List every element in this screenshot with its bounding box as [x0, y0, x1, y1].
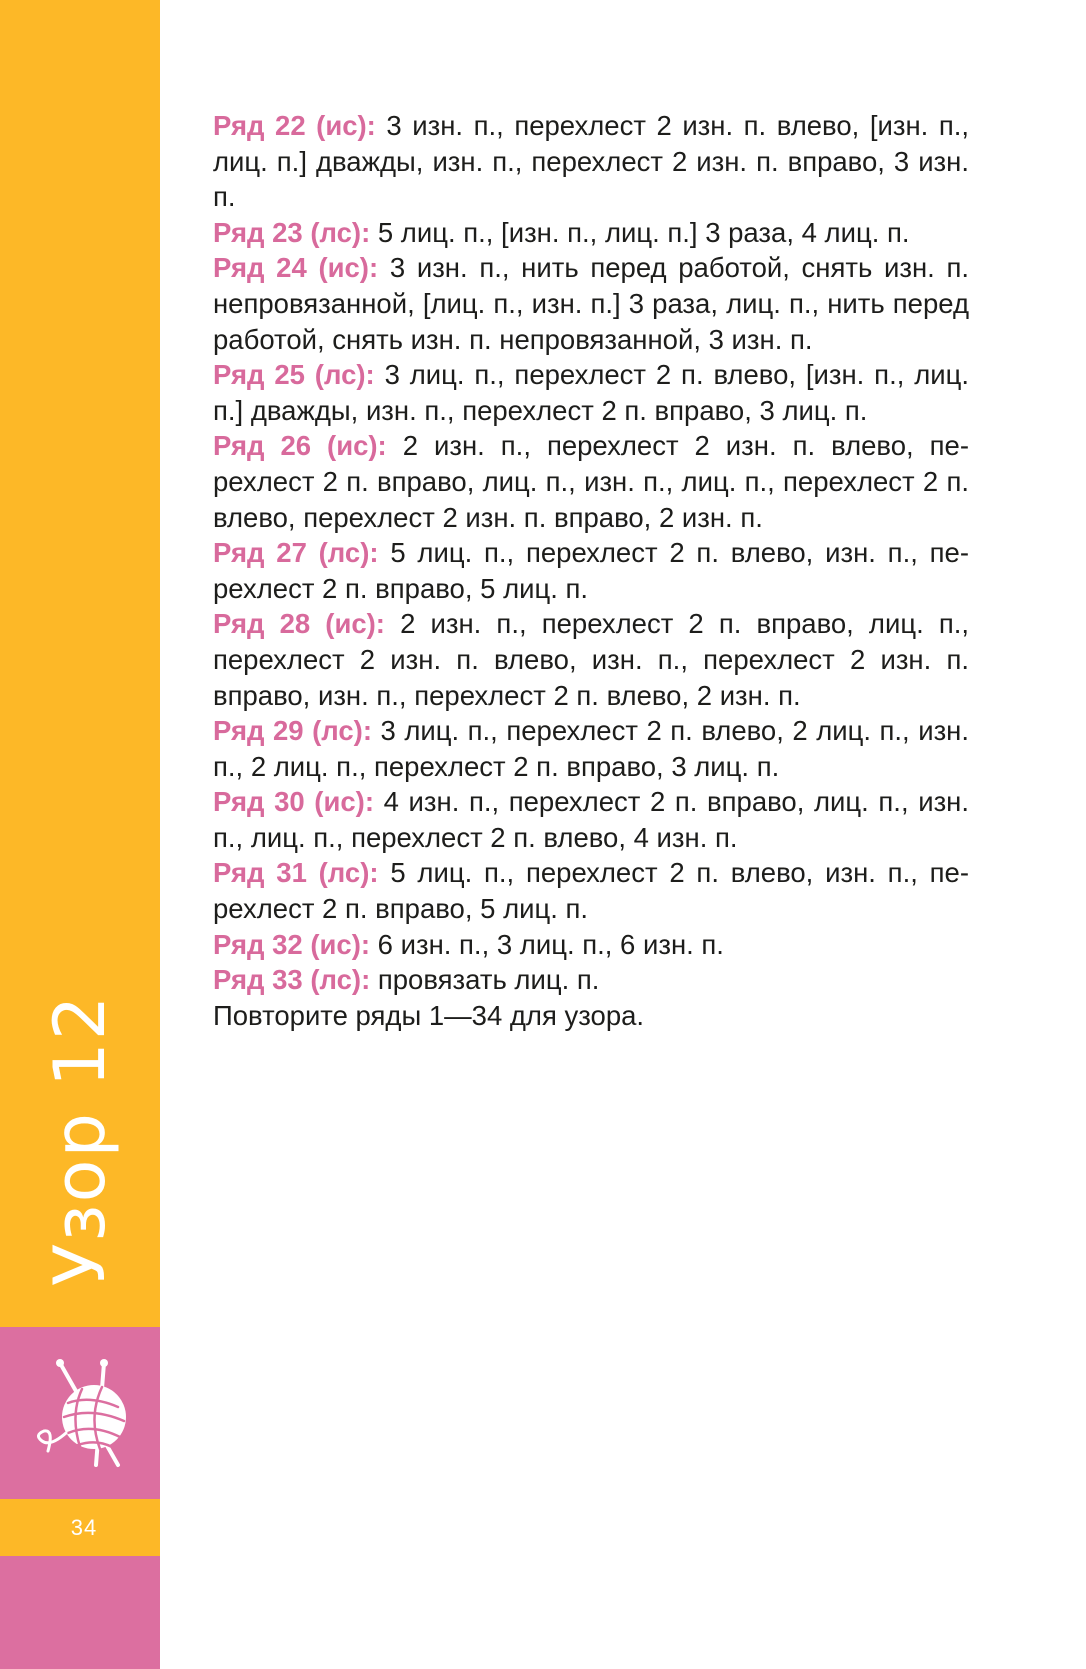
instruction-row: [213, 606, 969, 713]
instruction-row: [213, 250, 969, 357]
row-label: Ряд 26 (ис):: [213, 430, 387, 462]
row-label: Ряд 27 (лс):: [213, 537, 379, 569]
sidebar-pink-bottom-band: [0, 1556, 160, 1669]
row-text: 3 лиц. п., перехлест 2 п. влево, 2 лиц. п., изн. п., 2 лиц. п., перехлест 2 п. вправо, 3 лиц. п.: [213, 715, 970, 782]
row-label: Ряд 24 (ис):: [213, 252, 379, 284]
instruction-row: [213, 927, 969, 963]
row-text: 5 лиц. п., перехлест 2 п. влево, изн. п., перехлест 2 п. вправо, 5 лиц. п.: [213, 857, 970, 925]
row-text: 2 изн. п., перехлест 2 изн. п. влево, перехлест 2 п. вправо, лиц. п., изн. п., лиц. п., перехлест 2 п. влево, перехлест 2 изн. п. вправо, 2 изн. п.: [213, 430, 970, 533]
row-text: 2 изн. п., перехлест 2 п. вправо, лиц. п., перехлест 2 изн. п. влево, изн. п., перехлест 2 изн. п. вправо, изн. п., перехлест 2 п. влево, 2 изн. п.: [213, 608, 970, 711]
row-label: Ряд 25 (лс):: [213, 359, 375, 391]
instruction-row: [213, 535, 969, 606]
row-label: Ряд 30 (ис):: [213, 786, 374, 818]
instruction-row: [213, 962, 969, 998]
pattern-instructions: [213, 108, 969, 1033]
sidebar: [0, 0, 160, 1669]
row-text: 6 изн. п., 3 лиц. п., 6 изн. п.: [377, 928, 724, 960]
row-label: Ряд 33 (лс):: [213, 964, 371, 996]
yarn-ball-icon: [30, 1355, 140, 1475]
row-label: Ряд 28 (ис):: [213, 608, 385, 640]
instruction-row: [213, 215, 969, 251]
row-label: Ряд 29 (лс):: [213, 715, 372, 747]
page-number: 34: [70, 1515, 98, 1540]
pattern-title: Узор 12: [39, 993, 121, 1287]
row-text: 4 изн. п., перехлест 2 п. вправо, лиц. п., изн. п., лиц. п., перехлест 2 п. влево, 4 изн. п.: [213, 786, 969, 853]
row-text: 5 лиц. п., перехлест 2 п. влево, изн. п., перехлест 2 п. вправо, 5 лиц. п.: [213, 537, 970, 604]
instruction-row: [213, 855, 969, 926]
row-label: Ряд 22 (ис):: [213, 110, 376, 141]
row-text: 3 лиц. п., перехлест 2 п. влево, [изн. п., лиц. п.] дважды, изн. п., перехлест 2 п. вправо, 3 лиц. п.: [213, 359, 970, 426]
row-text: 5 лиц. п., [изн. п., лиц. п.] 3 раза, 4 лиц. п.: [377, 216, 910, 248]
instruction-row: [213, 713, 969, 784]
row-label: Ряд 23 (лс):: [213, 216, 371, 248]
row-text: 3 изн. п., перехлест 2 изн. п. влево, [изн. п., лиц. п.] дважды, изн. п., перехлест 2 изн. п. вправо, 3 изн. п.: [213, 110, 970, 213]
row-text: провязать лиц. п.: [377, 964, 600, 996]
repeat-instruction: Повторите ряды 1—34 для узора.: [213, 999, 645, 1031]
instruction-row: [213, 357, 969, 428]
row-text: 3 изн. п., нить перед работой, снять изн. п. непровязанной, [лиц. п., изн. п.] 3 раза, лиц. п., нить перед работой, снять изн. п. непровязанной, 3 изн. п.: [213, 252, 970, 355]
instruction-row: [213, 108, 969, 215]
row-label: Ряд 31 (лс):: [213, 857, 379, 889]
row-label: Ряд 32 (ис):: [213, 928, 371, 960]
instruction-row: [213, 428, 969, 535]
instruction-row: [213, 784, 969, 855]
